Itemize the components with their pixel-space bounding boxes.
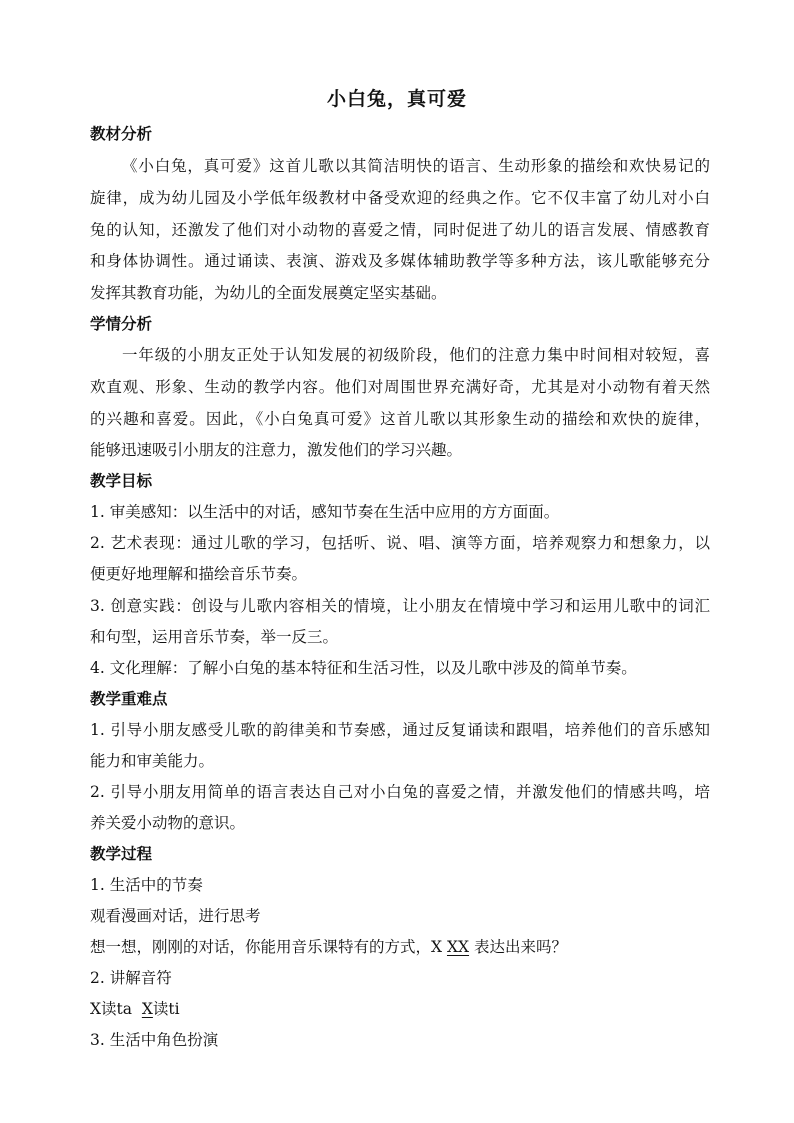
list-item-continuation: 能力和审美能力。 [90,752,215,770]
section-heading-key-difficulties: 教学重难点 [90,689,168,708]
body-text: X读ta [90,1000,142,1018]
paragraph-line: 旋律，成为幼儿园及小学低年级教材中备受欢迎的经典之作。它不仅丰富了幼儿对小白 [90,189,710,207]
list-item-continuation: 养关爱小动物的意识。 [90,814,246,832]
list-item: 2. 讲解音符 [90,969,172,987]
list-item: 1. 审美感知：以生活中的对话，感知节奏在生活中应用的方方面面。 [90,503,560,521]
body-line: 观看漫画对话，进行思考 [90,907,261,925]
list-item: 3. 生活中角色扮演 [90,1031,219,1049]
paragraph-line: 一年级的小朋友正处于认知发展的初级阶段，他们的注意力集中时间相对较短，喜 [122,346,710,364]
section-heading-teaching-process: 教学过程 [90,844,153,863]
section-heading-learner-analysis: 学情分析 [90,314,153,333]
body-text: 想一想，刚刚的对话，你能用音乐课特有的方式，X [90,938,447,956]
body-text: 读ti [152,1000,180,1018]
body-line [90,999,710,1019]
paragraph-line: 欢直观、形象、生动的教学内容。他们对周围世界充满好奇，尤其是对小动物有着天然 [90,378,710,396]
paragraph-line: 能够迅速吸引小朋友的注意力，激发他们的学习兴趣。 [90,441,463,459]
body-line [90,937,710,957]
section-heading-textbook-analysis: 教材分析 [90,124,153,143]
paragraph-line: 的兴趣和喜爱。因此，《小白兔真可爱》这首儿歌以其形象生动的描绘和欢快的旋律， [90,410,710,428]
paragraph-line: 和身体协调性。通过诵读、表演、游戏及多媒体辅助教学等多种方法，该儿歌能够充分 [90,252,710,270]
list-item: 1. 生活中的节奏 [90,876,203,894]
list-item: 3. 创意实践：创设与儿歌内容相关的情境，让小朋友在情境中学习和运用儿歌中的词汇 [90,597,710,615]
body-text: 表达出来吗？ [469,938,567,956]
rhythm-notation: X [141,1000,153,1018]
list-item: 1. 引导小朋友感受儿歌的韵律美和节奏感，通过反复诵读和跟唱，培养他们的音乐感知 [90,721,710,739]
paragraph-line: 《小白兔，真可爱》这首儿歌以其简洁明快的语言、生动形象的描绘和欢快易记的 [122,157,710,175]
page-title: 小白兔，真可爱 [326,88,467,110]
list-item-continuation: 和句型，运用音乐节奏，举一反三。 [90,628,339,646]
paragraph-line: 兔的认知，还激发了他们对小动物的喜爱之情，同时促进了幼儿的语言发展、情感教育 [90,221,710,239]
section-heading-teaching-goals: 教学目标 [90,471,153,490]
list-item: 2. 艺术表现：通过儿歌的学习，包括听、说、唱、演等方面，培养观察力和想象力，以 [90,534,710,552]
list-item-continuation: 便更好地理解和描绘音乐节奏。 [90,565,308,583]
list-item: 4. 文化理解：了解小白兔的基本特征和生活习性，以及儿歌中涉及的简单节奏。 [90,659,637,677]
paragraph-line: 发挥其教育功能，为幼儿的全面发展奠定坚实基础。 [90,284,447,302]
rhythm-notation: XX [446,938,470,956]
list-item: 2. 引导小朋友用简单的语言表达自己对小白兔的喜爱之情，并激发他们的情感共鸣，培 [90,783,710,801]
